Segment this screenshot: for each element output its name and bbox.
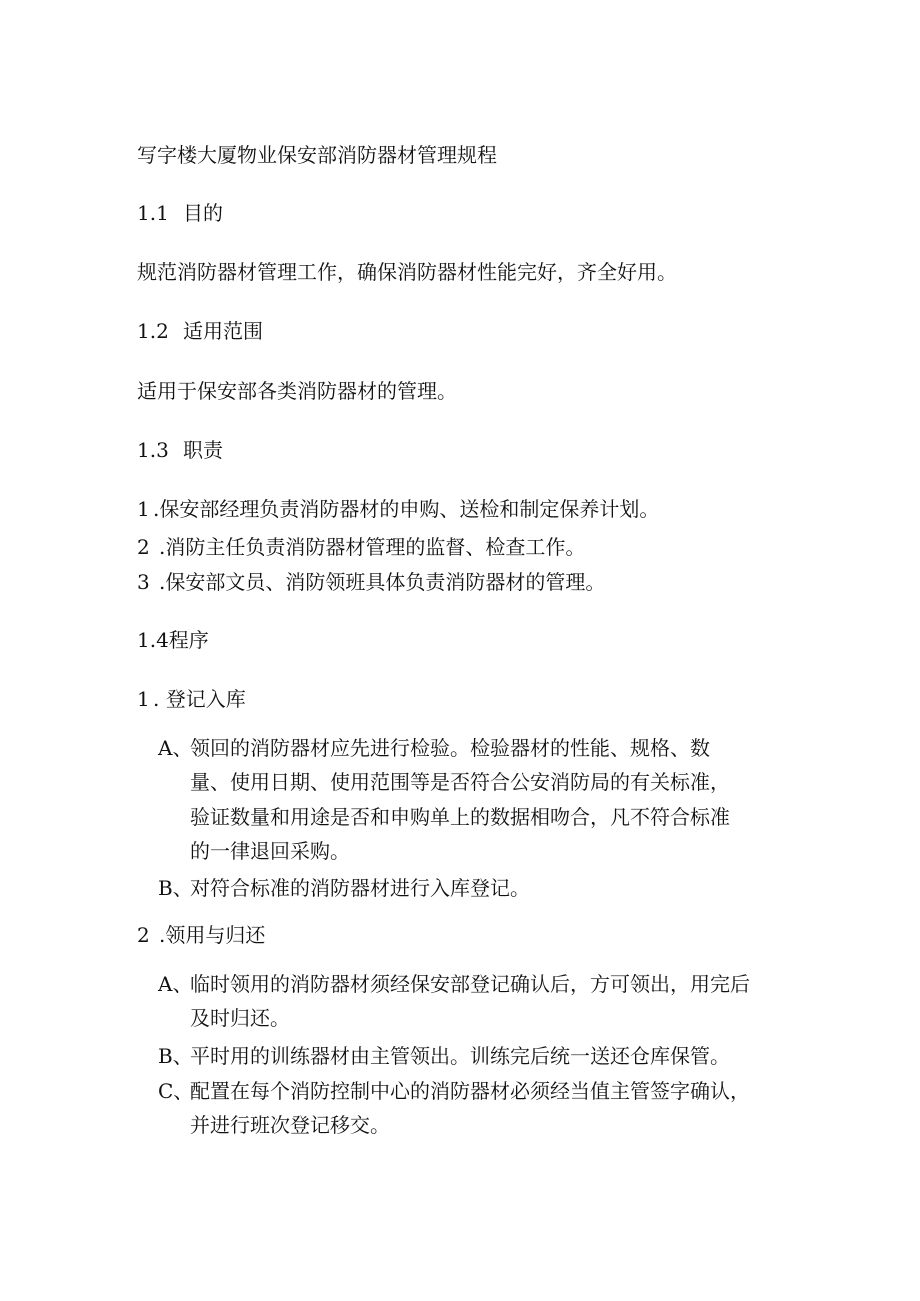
list-item-number: 2	[137, 535, 150, 559]
item-text-line: 对符合标准的消防器材进行入库登记。	[190, 876, 530, 900]
section-number: 1.1	[137, 201, 169, 225]
item-text-line: 平时用的训练器材由主管领出。训练完后统一送还仓库保管。	[190, 1044, 730, 1068]
list-item	[137, 495, 659, 523]
section-1-3-heading	[137, 436, 223, 464]
section-1-1-body: 规范消防器材管理工作，确保消防器材性能完好，齐全好用。	[137, 260, 677, 284]
item-label: C、	[158, 1079, 194, 1103]
subsection-title: .领用与归还	[159, 923, 266, 947]
item-text-line: 配置在每个消防控制中心的消防器材必须经当值主管签字确认，	[190, 1079, 750, 1103]
list-item-text: .保安部文员、消防领班具体负责消防器材的管理。	[159, 570, 606, 594]
item-label: B、	[158, 1044, 193, 1068]
list-item-text: .消防主任负责消防器材管理的监督、检查工作。	[159, 535, 586, 559]
item-text-line: 临时领用的消防器材须经保安部登记确认后，方可领出，用完后	[190, 972, 750, 996]
item-label: B、	[158, 876, 193, 900]
item-label: A、	[158, 972, 193, 996]
subsection-title: . 登记入库	[153, 687, 246, 711]
item-text-line: 及时归还。	[190, 1006, 290, 1030]
item-text-line: 验证数量和用途是否和申购单上的数据相吻合，凡不符合标准	[190, 805, 730, 829]
section-1-2-body: 适用于保安部各类消防器材的管理。	[137, 379, 457, 403]
item-text-line: 领回的消防器材应先进行检验。检验器材的性能、规格、数	[190, 736, 710, 760]
subsection-heading	[137, 685, 246, 713]
list-item-number: 3	[137, 570, 150, 594]
section-1-1-heading	[137, 199, 223, 227]
item-text-line: 并进行班次登记移交。	[190, 1113, 390, 1137]
section-number: 1.3	[137, 438, 169, 462]
list-item	[137, 568, 605, 596]
item-label: A、	[158, 736, 193, 760]
subsection-number: 1	[137, 687, 150, 711]
section-title: 目的	[183, 201, 223, 225]
list-item	[137, 533, 585, 561]
item-text-line: 的一律退回采购。	[190, 839, 350, 863]
list-item-text: .保安部经理负责消防器材的申购、送检和制定保养计划。	[153, 497, 660, 521]
list-item-number: 1	[137, 497, 150, 521]
section-title: 适用范围	[183, 319, 263, 343]
section-title: 职责	[183, 438, 223, 462]
section-1-4-heading: 1.4程序	[137, 628, 209, 652]
subsection-heading	[137, 921, 265, 949]
item-text-line: 量、使用日期、使用范围等是否符合公安消防局的有关标准，	[190, 770, 730, 794]
section-number: 1.2	[137, 319, 169, 343]
document-title: 写字楼大厦物业保安部消防器材管理规程	[137, 143, 497, 167]
subsection-number: 2	[137, 923, 150, 947]
section-1-2-heading	[137, 317, 263, 345]
